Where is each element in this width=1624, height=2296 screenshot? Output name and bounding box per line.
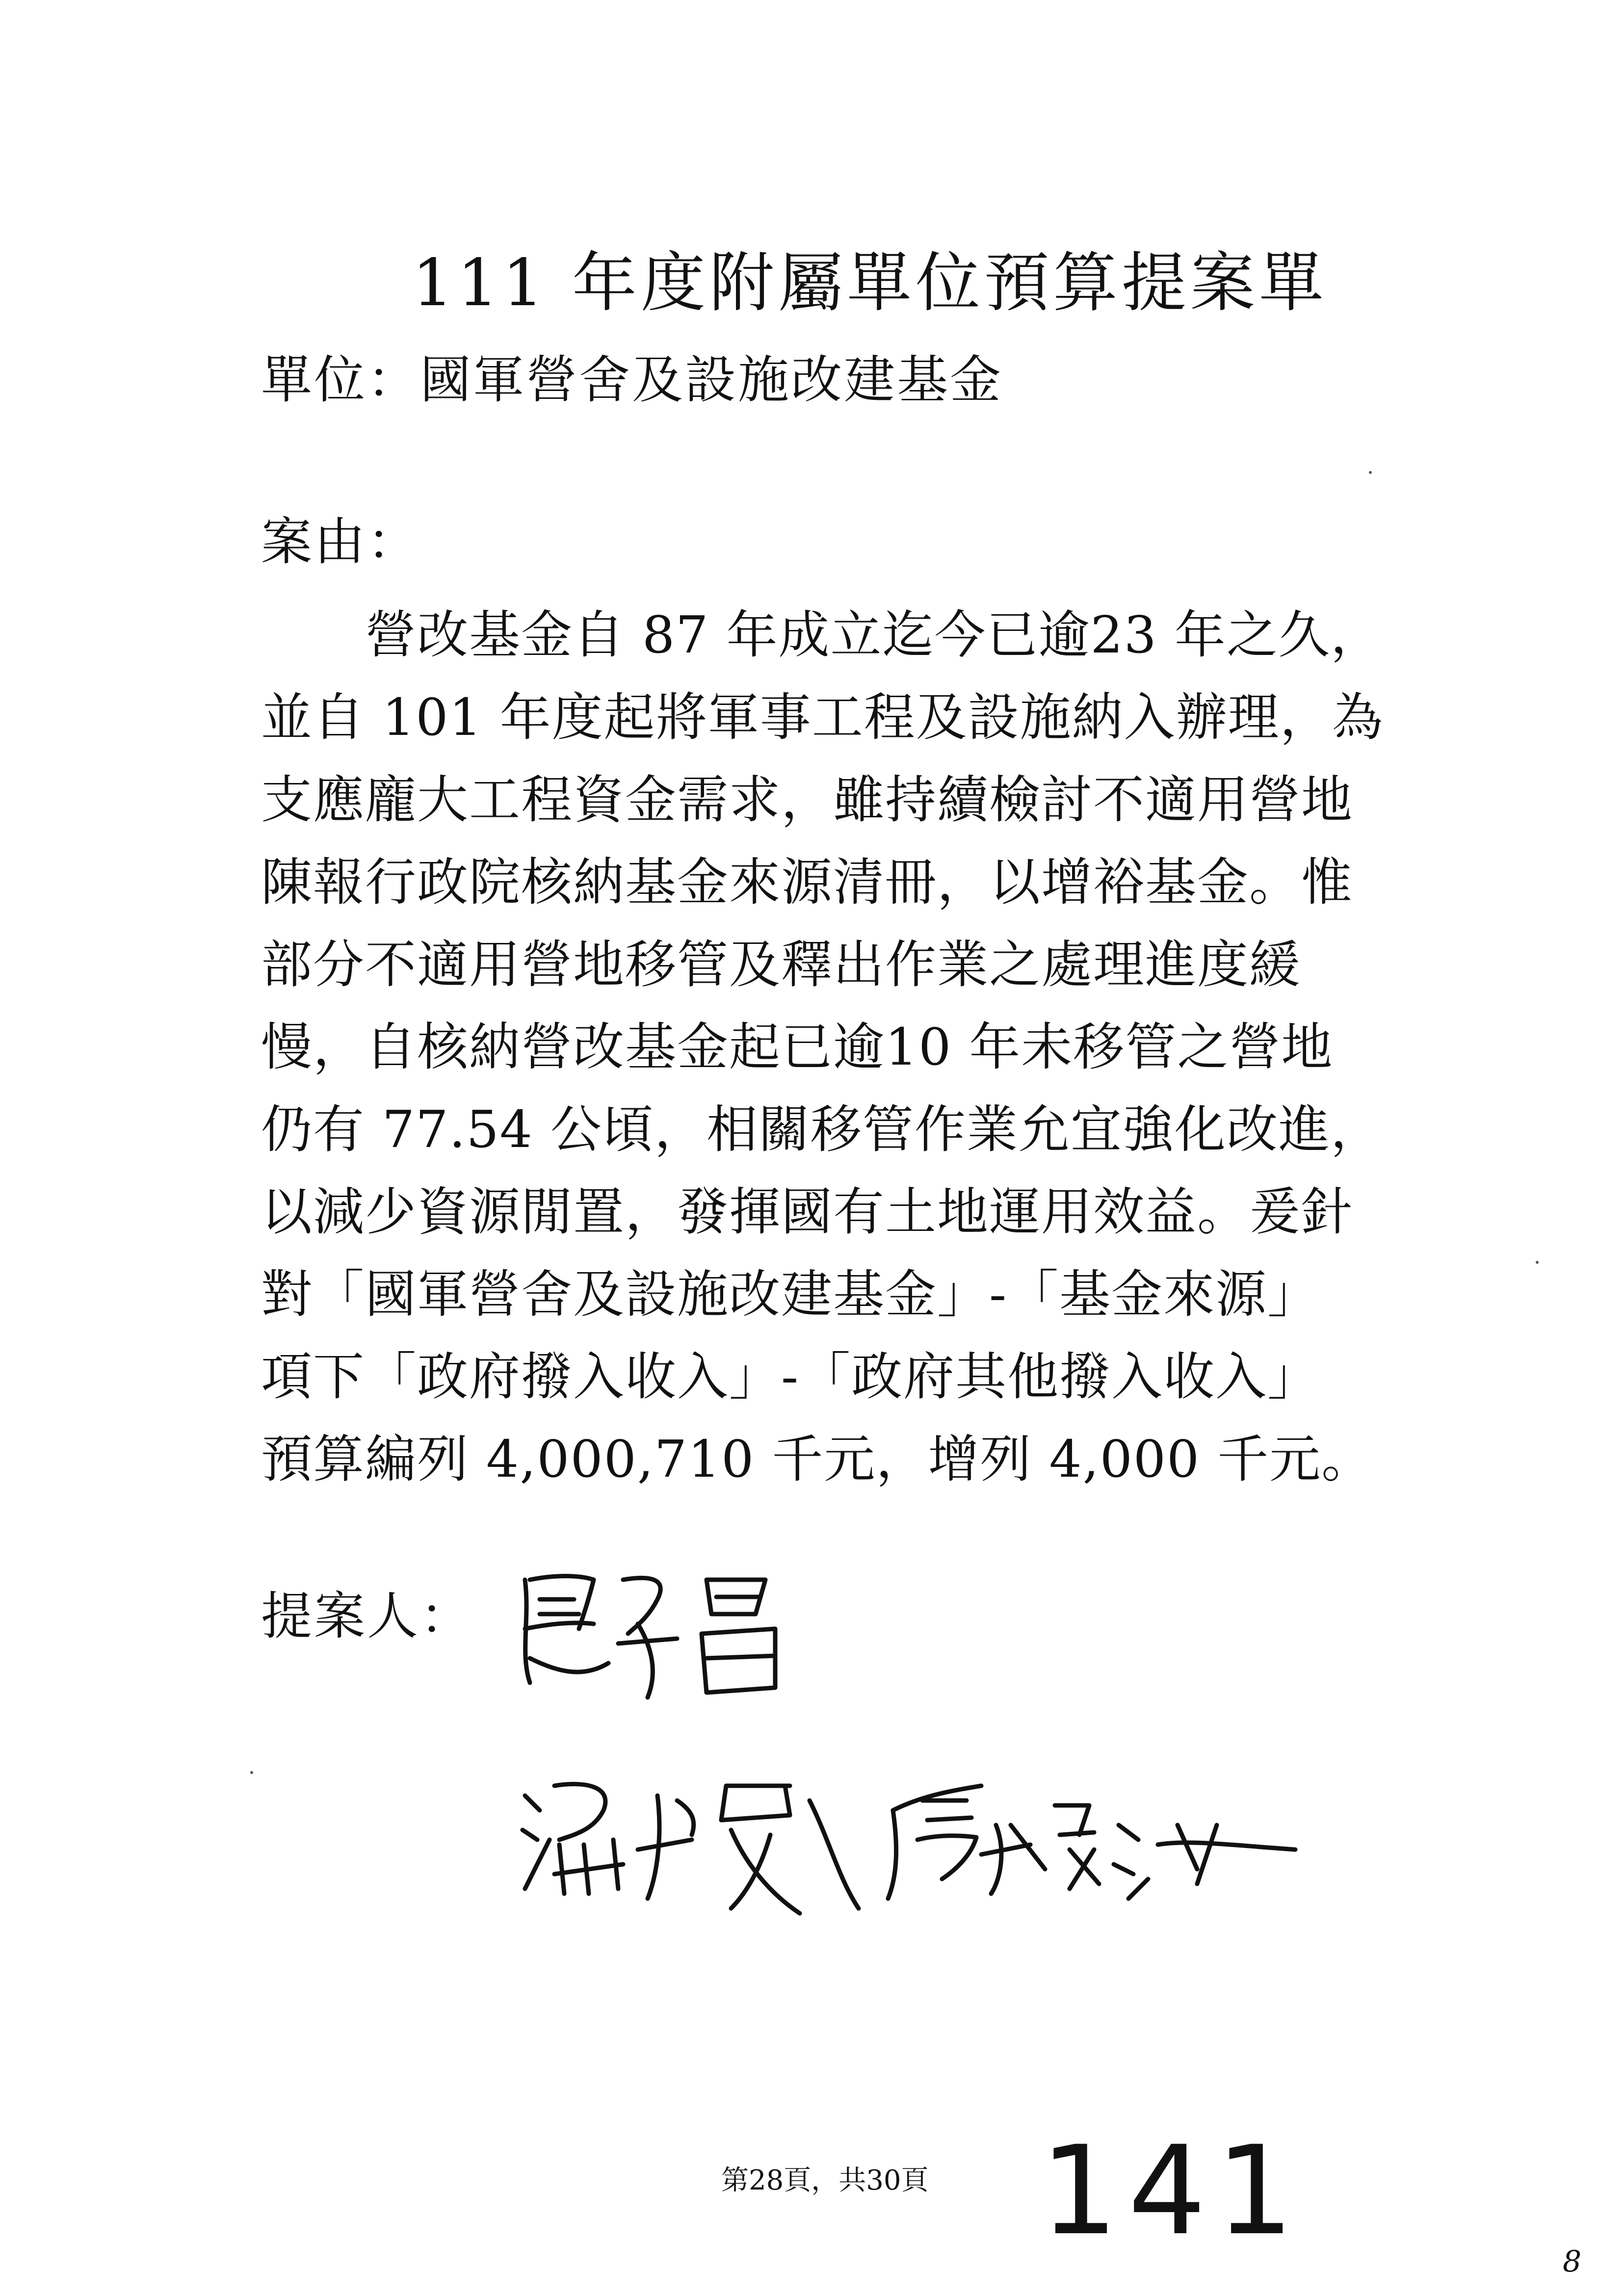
body-line: 支應龐大工程資金需求，雖持續檢討不適用營地 [261,770,1354,830]
body-line: 營改基金自 87 年成立迄今已逾23 年之久， [261,605,1383,665]
handwritten-page-number: 141 [1040,2119,1304,2262]
body-line: 項下「政府撥入收入」-「政府其他撥入收入」 [261,1347,1320,1407]
scan-speck [1536,1261,1539,1264]
document-title: 111 年度附屬單位預算提案單 [412,245,1328,321]
proposer-label: 提案人： [261,1586,473,1646]
page-info: 第28頁，共30頁 [721,2165,929,2196]
body-line: 預算編列 4,000,710 千元，增列 4,000 千元。 [261,1429,1374,1489]
body-line: 並自 101 年度起將軍事工程及設施納入辦理，為 [261,687,1384,747]
body-line: 仍有 77.54 公頃，相關移管作業允宜強化改進， [261,1099,1383,1159]
signature-2 [515,1766,888,1923]
scan-speck [1369,471,1372,474]
body-line: 部分不適用營地移管及釋出作業之處理進度緩 [261,935,1302,994]
case-label: 案由： [261,512,420,572]
signature-3 [883,1771,1305,1908]
unit-line: 單位：國軍營舍及設施改建基金 [261,350,1003,410]
body-line: 慢，自核納營改基金起已逾10 年未移管之營地 [261,1017,1334,1077]
signature-1 [510,1560,814,1707]
body-line: 對「國軍營舍及設施改建基金」-「基金來源」 [261,1264,1320,1324]
corner-mark: 8 [1563,2244,1582,2279]
body-line: 以減少資源閒置，發揮國有土地運用效益。爰針 [261,1182,1354,1242]
body-line: 陳報行政院核納基金來源清冊，以增裕基金。惟 [261,852,1354,912]
scan-speck [250,1771,253,1774]
